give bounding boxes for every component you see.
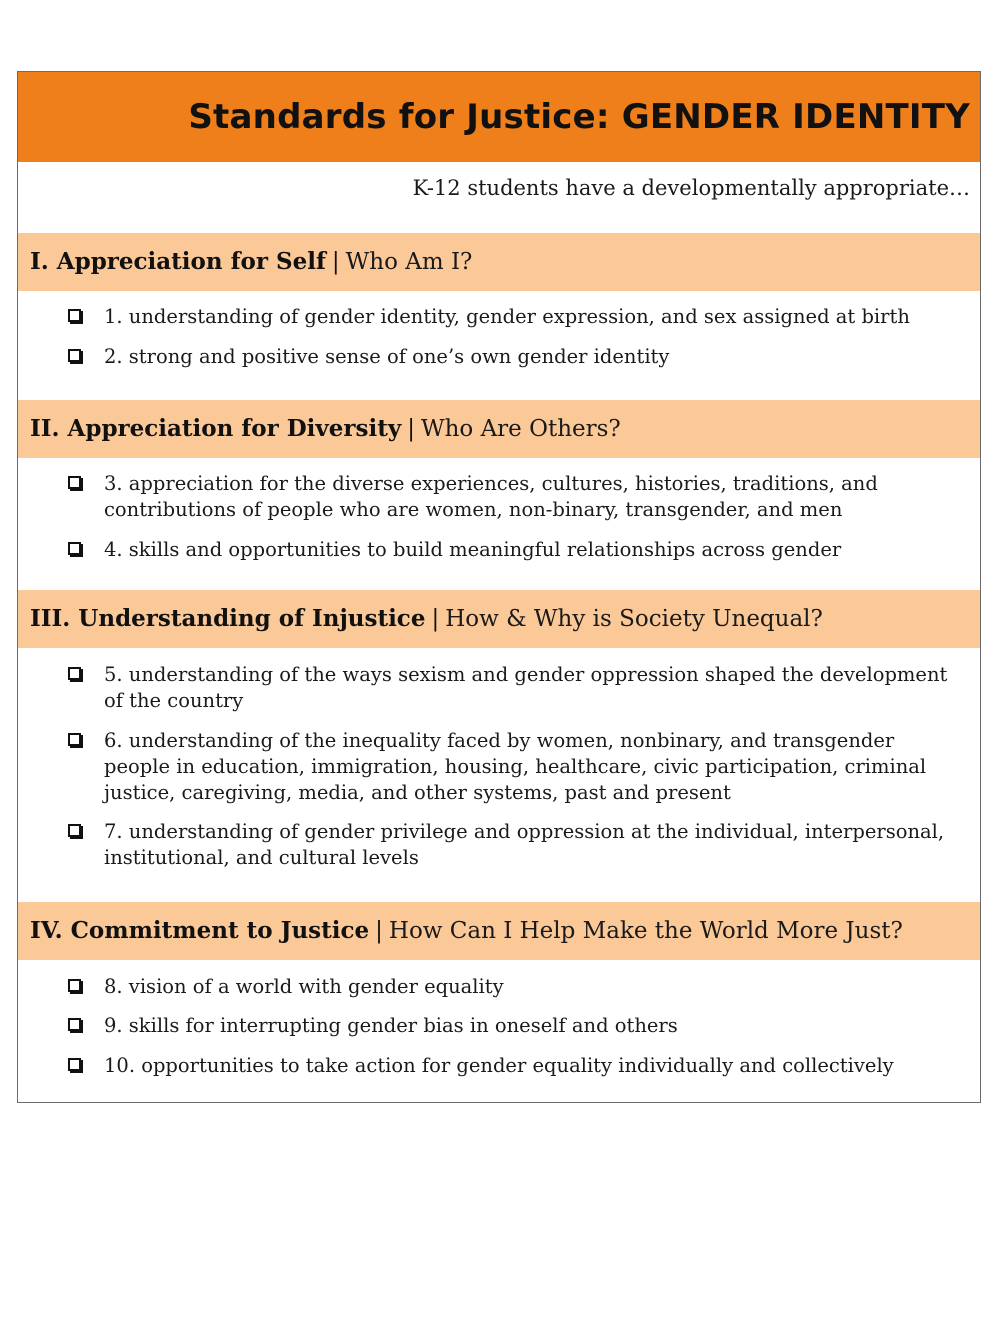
section-question: How Can I Help Make the World More Just? — [388, 918, 903, 944]
section-separator: | — [431, 606, 440, 632]
standard-text: 10. opportunities to take action for gender equality individually and collectively — [104, 1054, 894, 1077]
standard-text: 3. appreciation for the diverse experiences, cultures, histories, traditions, and contributions of people who are women, non-binary, transgender, and men — [104, 472, 878, 521]
standard-text: 4. skills and opportunities to build meaningful relationships across gender — [104, 538, 842, 561]
section-title: IV. Commitment to Justice — [30, 917, 370, 944]
checkbox-icon[interactable] — [68, 733, 81, 746]
standards-document — [17, 71, 981, 1103]
title-bar — [18, 72, 980, 162]
section-separator: | — [407, 416, 415, 442]
checkbox-icon[interactable] — [68, 667, 81, 680]
checkbox-icon[interactable] — [68, 1058, 81, 1071]
section-header-diversity — [18, 400, 980, 458]
checkbox-icon[interactable] — [68, 309, 81, 322]
section-question: How & Why is Society Unequal? — [445, 606, 823, 632]
checkbox-icon[interactable] — [68, 476, 81, 489]
checkbox-icon[interactable] — [68, 824, 81, 837]
document-subtitle: K-12 students have a developmentally appropriate… — [412, 176, 970, 200]
checkbox-icon[interactable] — [68, 979, 81, 992]
section-title: I. Appreciation for Self — [30, 248, 326, 275]
section-header-commitment — [18, 902, 980, 960]
document-title: Standards for Justice: GENDER IDENTITY — [188, 97, 970, 137]
section-title: II. Appreciation for Diversity — [30, 415, 402, 442]
section-separator: | — [331, 249, 340, 275]
checkbox-icon[interactable] — [68, 1018, 81, 1031]
section-title: III. Understanding of Injustice — [30, 605, 426, 632]
standard-text: 8. vision of a world with gender equality — [104, 975, 504, 998]
checkbox-icon[interactable] — [68, 542, 81, 555]
standard-text: 7. understanding of gender privilege and oppression at the individual, interpersonal, institutional, and cultural levels — [104, 820, 945, 869]
standard-text: 5. understanding of the ways sexism and gender oppression shaped the development of the country — [104, 663, 948, 712]
section-header-injustice — [18, 590, 980, 648]
section-header-self — [18, 233, 980, 291]
standard-text: 2. strong and positive sense of one’s own gender identity — [104, 345, 670, 368]
standard-text: 6. understanding of the inequality faced by women, nonbinary, and transgender people in education, immigration, housing, healthcare, civic participation, criminal justice, caregiving, media, and other systems, past and present — [104, 729, 927, 804]
section-separator: | — [375, 918, 383, 944]
section-question: Who Am I? — [345, 249, 473, 275]
section-question: Who Are Others? — [420, 416, 621, 442]
standard-text: 9. skills for interrupting gender bias in oneself and others — [104, 1014, 678, 1037]
standard-text: 1. understanding of gender identity, gender expression, and sex assigned at birth — [104, 305, 910, 328]
checkbox-icon[interactable] — [68, 349, 81, 362]
